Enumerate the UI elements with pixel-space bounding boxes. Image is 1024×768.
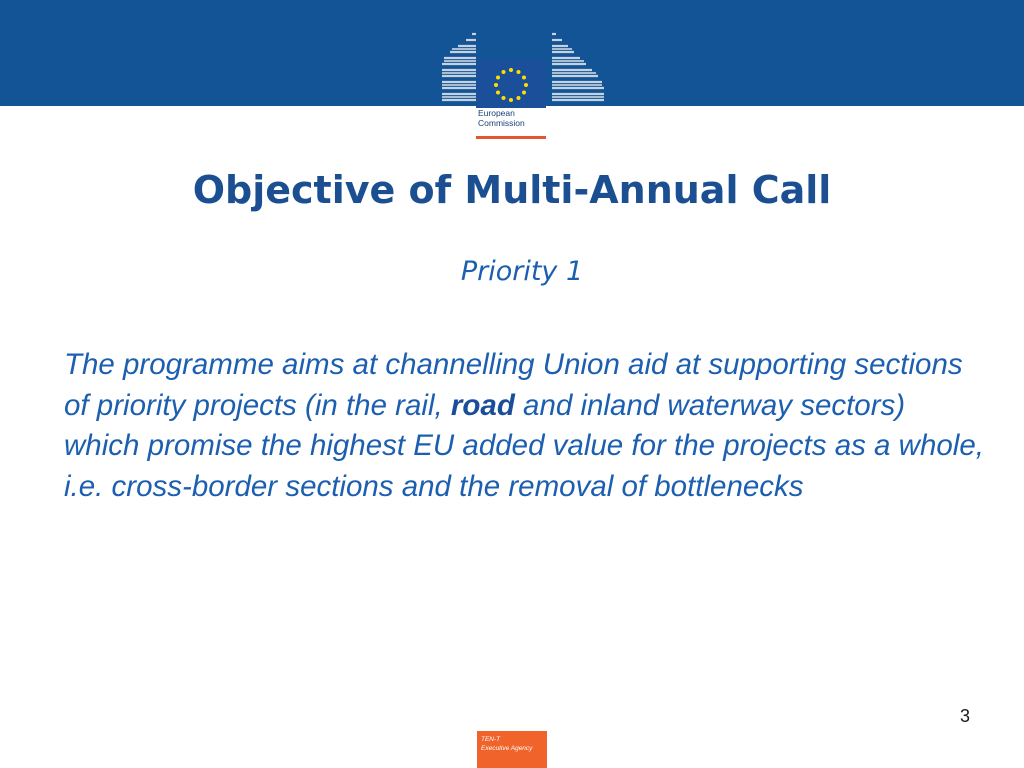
body-text-bold: road xyxy=(450,388,515,422)
slide-subtitle: Priority 1 xyxy=(460,256,584,287)
agency-text xyxy=(481,735,547,753)
logo-line-2: Commission xyxy=(478,118,525,128)
ten-t-agency-logo xyxy=(477,731,547,768)
logo-text xyxy=(478,108,548,128)
body-paragraph xyxy=(64,345,984,507)
agency-line-2: Executive Agency xyxy=(481,745,533,752)
agency-line-1: TEN-T xyxy=(481,736,501,743)
european-commission-logo xyxy=(440,30,606,142)
slide-title: Objective of Multi-Annual Call xyxy=(192,168,832,212)
body-text-part-2: and inland waterway sectors) which promise the highest EU added value for the projects as a whole, i.e. cross-border sections and the removal of bottlenecks xyxy=(64,388,984,503)
body-text-part-1: The programme aims at channelling Union aid at supporting sections of priority projects (in the rail, xyxy=(64,348,963,422)
logo-line-1: European xyxy=(478,108,515,118)
page-number: 3 xyxy=(959,706,970,726)
